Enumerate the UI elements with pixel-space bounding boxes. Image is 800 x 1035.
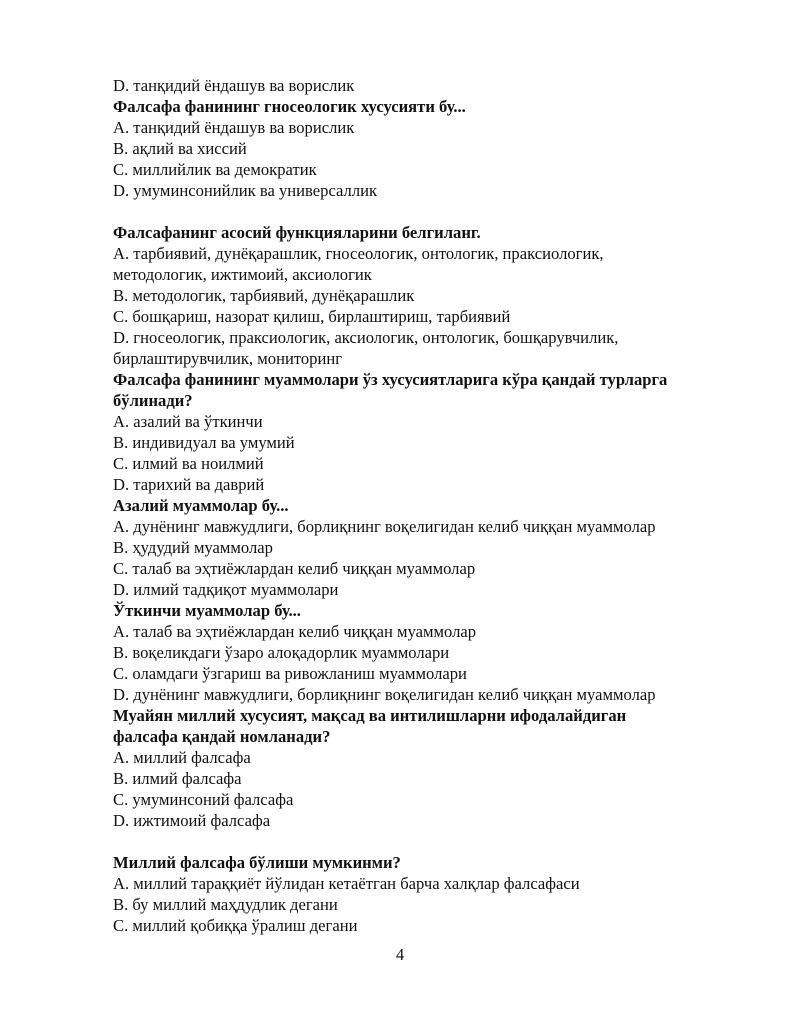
answer-option-line: C. талаб ва эҳтиёжлардан келиб чиққан муаммолар [113,559,476,578]
answer-option-line: A. танқидий ёндашув ва ворислик [113,118,355,137]
question-line: фалсафа қандай номланади? [113,727,331,746]
question-line: Ўткинчи муаммолар бу... [113,601,301,620]
answer-option-line: D. ижтимоий фалсафа [113,811,271,830]
document-page [113,75,733,936]
answer-option-line: B. методологик, тарбиявий, дунёқарашлик [113,286,415,305]
question-line: Миллий фалсафа бўлиши мумкинми? [113,853,401,872]
answer-option-line: B. ақлий ва хиссий [113,139,247,158]
question-line: Муайян миллий хусусият, мақсад ва интилишларни ифодалайдиган [113,706,627,725]
answer-option-line: B. воқеликдаги ўзаро алоқадорлик муаммолари [113,643,450,662]
question-line: Фалсафа фанининг муаммолари ўз хусусиятларига кўра қандай турларга [113,370,668,389]
answer-option-line: A. миллий тараққиёт йўлидан кетаётган барча халқлар фалсафаси [113,874,580,893]
answer-option-line: D. дунёнинг мавжудлиги, борлиқнинг воқелигидан келиб чиққан муаммолар [113,685,656,704]
answer-option-line: A. азалий ва ўткинчи [113,412,263,431]
blank-line [113,831,733,852]
answer-option-line: C. оламдаги ўзгариш ва ривожланиш муаммолари [113,664,467,683]
answer-option-line: B. илмий фалсафа [113,769,242,788]
answer-option-line: D. гносеологик, праксиологик, аксиологик, онтологик, бошқарувчилик, [113,328,619,347]
answer-option-line: методологик, ижтимоий, аксиологик [113,265,372,284]
answer-option-line: A. дунёнинг мавжудлиги, борлиқнинг воқелигидан келиб чиққан муаммолар [113,517,656,536]
answer-option-line: B. ҳудудий муаммолар [113,538,273,557]
question-line: Фалсафа фанининг гносеологик хусусияти бу... [113,97,466,116]
answer-option-line: A. тарбиявий, дунёқарашлик, гносеологик, онтологик, праксиологик, [113,244,604,263]
question-line: Азалий муаммолар бу... [113,496,289,515]
question-line: Фалсафанинг асосий функцияларини белгиланг. [113,223,481,242]
answer-option-line: C. бошқариш, назорат қилиш, бирлаштириш, тарбиявий [113,307,511,326]
answer-option-line: D. илмий тадқиқот муаммолари [113,580,339,599]
answer-option-line: A. миллий фалсафа [113,748,251,767]
answer-option-line: бирлаштирувчилик, мониторинг [113,349,343,368]
answer-option-line: C. миллийлик ва демократик [113,160,317,179]
answer-option-line: D. тарихий ва даврий [113,475,265,494]
answer-option-line: A. талаб ва эҳтиёжлардан келиб чиққан муаммолар [113,622,477,641]
answer-option-line: C. миллий қобиққа ўралиш дегани [113,916,358,935]
answer-option-line: C. илмий ва ноилмий [113,454,264,473]
question-line: бўлинади? [113,391,193,410]
answer-option-line: B. индивидуал ва умумий [113,433,295,452]
answer-option-line: B. бу миллий маҳдудлик дегани [113,895,338,914]
answer-option-line: D. танқидий ёндашув ва ворислик [113,76,355,95]
answer-option-line: C. умуминсоний фалсафа [113,790,294,809]
blank-line [113,201,733,222]
page-number: 4 [395,945,405,964]
answer-option-line: D. умуминсонийлик ва универсаллик [113,181,378,200]
